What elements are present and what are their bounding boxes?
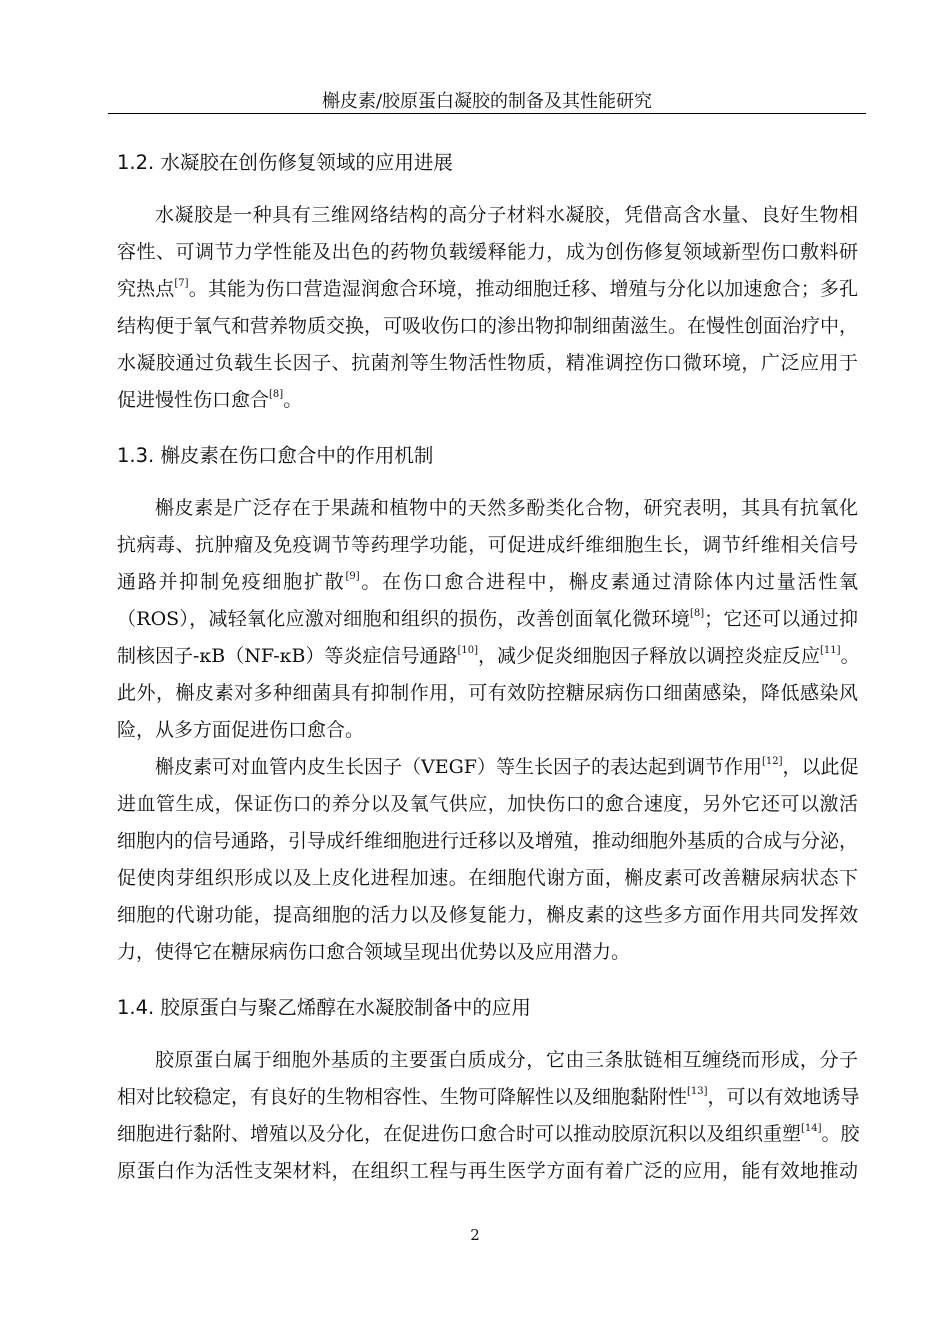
text-line bbox=[117, 490, 858, 527]
text-segment: 力，使得它在糖尿病伤口愈合领域呈现出优势以及应用潜力。 bbox=[117, 941, 631, 963]
text-segment: ，可以有效地诱导 bbox=[707, 1086, 860, 1108]
section-heading: 1.3. 槲皮素在伤口愈合中的作用机制 bbox=[117, 444, 434, 467]
text-line bbox=[117, 197, 858, 234]
paragraph bbox=[117, 1042, 858, 1190]
text-segment: 结构便于氧气和营养物质交换，可吸收伤口的渗出物抑制细菌滋生。在慢性创面治疗中， bbox=[117, 315, 859, 337]
text-line bbox=[117, 601, 858, 638]
citation-superscript: [12] bbox=[761, 756, 783, 767]
paragraph bbox=[117, 490, 858, 749]
text-line bbox=[117, 823, 858, 860]
text-segment: （ROS），减轻氧化应激对细胞和组织的损伤，改善创面氧化微环境 bbox=[117, 608, 690, 630]
text-segment: ，减少促炎细胞因子释放以调控炎症反应 bbox=[478, 645, 821, 667]
text-segment: 进血管生成，保证伤口的养分以及氧气供应，加快伤口的愈合速度，另外它还可以激活 bbox=[117, 793, 858, 815]
text-line bbox=[117, 382, 858, 419]
text-line bbox=[117, 1042, 858, 1079]
text-segment: 细胞内的信号通路，引导成纤维细胞进行迁移以及增殖，推动细胞外基质的合成与分泌， bbox=[117, 830, 859, 852]
text-segment: 原蛋白作为活性支架材料，在组织工程与再生医学方面有着广泛的应用，能有效地推动 bbox=[117, 1160, 858, 1182]
text-segment: ，以此促 bbox=[782, 756, 859, 778]
text-line bbox=[117, 638, 858, 675]
text-segment: 。 bbox=[283, 389, 303, 411]
text-segment: 胶原蛋白属于细胞外基质的主要蛋白质成分，它由三条肽链相互缠绕而形成，分子 bbox=[155, 1049, 858, 1071]
text-segment: 细胞进行黏附、增殖以及分化，在促进伤口愈合时可以推动胶原沉积以及组织重塑 bbox=[117, 1123, 802, 1145]
section-hydrogel-wound-repair bbox=[117, 144, 858, 419]
text-segment: 。 bbox=[840, 645, 860, 667]
text-line bbox=[117, 786, 858, 823]
text-line bbox=[117, 345, 858, 382]
citation-superscript: [14] bbox=[801, 1123, 822, 1134]
text-segment: 此外，槲皮素对多种细菌具有抑制作用，可有效防控糖尿病伤口细菌感染，降低感染风 bbox=[117, 682, 858, 704]
text-line bbox=[117, 234, 858, 271]
citation-superscript: [10] bbox=[457, 645, 479, 656]
text-line bbox=[117, 1116, 858, 1153]
paragraph bbox=[117, 197, 858, 419]
text-line bbox=[117, 934, 858, 971]
page-number: 2 bbox=[470, 1226, 480, 1244]
text-line bbox=[117, 308, 858, 345]
text-segment: 细胞的代谢功能，提高细胞的活力以及修复能力，槲皮素的这些多方面作用共同发挥效 bbox=[117, 904, 858, 926]
text-segment: 容性、可调节力学性能及出色的药物负载缓释能力，成为创伤修复领域新型伤口敷料研 bbox=[117, 241, 858, 263]
text-segment: 制核因子-κB（NF-κB）等炎症信号通路 bbox=[117, 645, 458, 667]
citation-superscript: [8] bbox=[689, 608, 705, 619]
citation-superscript: [9] bbox=[345, 571, 360, 582]
citation-superscript: [11] bbox=[820, 645, 841, 656]
text-segment: 促使肉芽组织形成以及上皮化进程加速。在细胞代谢方面，槲皮素可改善糖尿病状态下 bbox=[117, 867, 858, 889]
text-line bbox=[117, 527, 858, 564]
citation-superscript: [7] bbox=[174, 278, 189, 289]
section-collagen-pva bbox=[117, 989, 858, 1190]
citation-superscript: [13] bbox=[687, 1086, 708, 1097]
text-segment: 。胶 bbox=[821, 1123, 860, 1145]
text-line bbox=[117, 1079, 858, 1116]
text-segment: 抗病毒、抗肿瘤及免疫调节等药理学功能，可促进成纤维细胞生长，调节纤维相关信号 bbox=[117, 534, 858, 556]
text-line bbox=[117, 564, 858, 601]
text-segment: 促进慢性伤口愈合 bbox=[117, 389, 270, 411]
text-line bbox=[117, 675, 858, 712]
text-segment: 究热点 bbox=[117, 278, 175, 300]
text-line bbox=[117, 271, 858, 308]
section-heading: 1.2. 水凝胶在创伤修复领域的应用进展 bbox=[117, 151, 453, 174]
section-heading: 1.4. 胶原蛋白与聚乙烯醇在水凝胶制备中的应用 bbox=[117, 996, 531, 1019]
citation-superscript: [8] bbox=[269, 389, 284, 400]
running-header: 槲皮素/胶原蛋白凝胶的制备及其性能研究 bbox=[321, 91, 653, 112]
text-line bbox=[117, 749, 858, 786]
text-line bbox=[117, 897, 858, 934]
text-line bbox=[117, 1153, 858, 1190]
section-quercetin-mechanism bbox=[117, 437, 858, 971]
paragraph bbox=[117, 749, 858, 971]
text-segment: 。在伤口愈合进程中，槲皮素通过清除体内过量活性氧 bbox=[359, 571, 858, 593]
text-segment: 水凝胶通过负载生长因子、抗菌剂等生物活性物质，精准调控伤口微环境，广泛应用于 bbox=[117, 352, 858, 374]
text-line bbox=[117, 860, 858, 897]
text-segment: 险，从多方面促进伤口愈合。 bbox=[117, 719, 365, 741]
text-segment: 相对比较稳定，有良好的生物相容性、生物可降解性以及细胞黏附性 bbox=[117, 1086, 688, 1108]
text-segment: 。其能为伤口营造湿润愈合环境，推动细胞迁移、增殖与分化以加速愈合；多孔 bbox=[188, 278, 858, 300]
text-segment: 水凝胶是一种具有三维网络结构的高分子材料水凝胶，凭借高含水量、良好生物相 bbox=[155, 204, 858, 226]
text-segment: ；它还可以通过抑 bbox=[704, 608, 858, 630]
text-line bbox=[117, 712, 858, 749]
text-segment: 通路并抑制免疫细胞扩散 bbox=[117, 571, 346, 593]
text-segment: 槲皮素是广泛存在于果蔬和植物中的天然多酚类化合物，研究表明，其具有抗氧化 bbox=[155, 497, 858, 519]
text-segment: 槲皮素可对血管内皮生长因子（VEGF）等生长因子的表达起到调节作用 bbox=[155, 756, 762, 778]
header-rule bbox=[108, 113, 866, 114]
